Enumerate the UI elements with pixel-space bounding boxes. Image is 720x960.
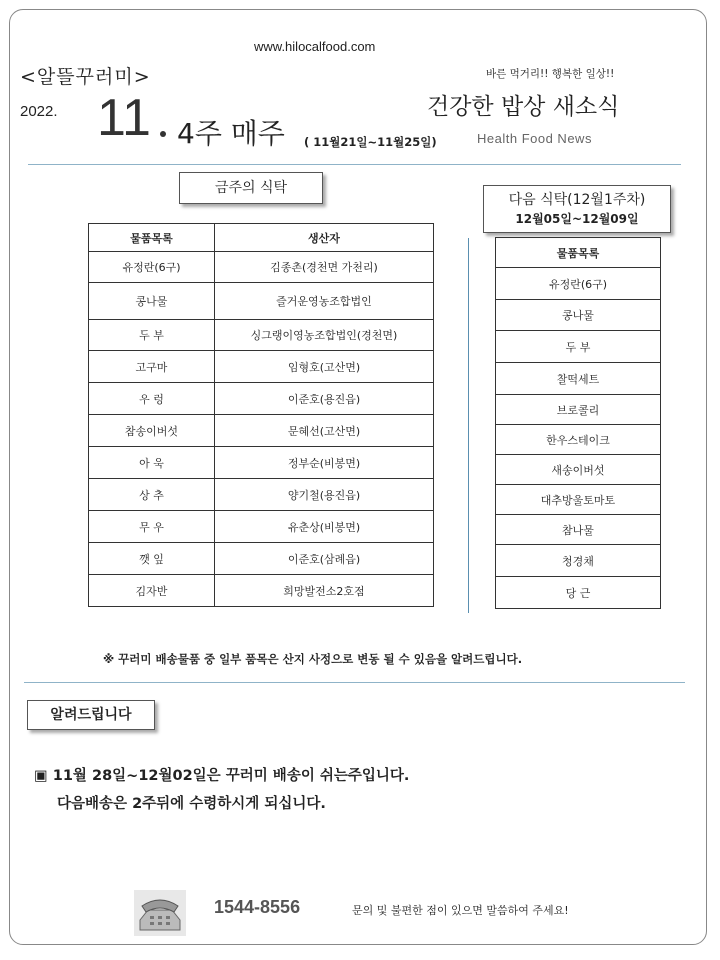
week-date-range: ( 11월21일~11월25일) (304, 135, 437, 149)
producer-cell: 유춘상(비봉면) (215, 511, 434, 543)
item-cell: 콩나물 (89, 283, 215, 320)
table-row (496, 395, 661, 425)
column-header-items: 물품목록 (89, 224, 215, 252)
producer-cell: 희망발전소2호점 (215, 575, 434, 607)
item-cell: 브로콜리 (496, 395, 661, 425)
item-cell: 새송이버섯 (496, 455, 661, 485)
item-cell: 아 욱 (89, 447, 215, 479)
item-cell: 참송이버섯 (89, 415, 215, 447)
table-row (89, 511, 434, 543)
producer-cell: 문혜선(고산면) (215, 415, 434, 447)
item-cell: 한우스테이크 (496, 425, 661, 455)
header-divider (28, 164, 681, 165)
this-week-table (88, 223, 434, 607)
producer-cell: 이준호(삼례읍) (215, 543, 434, 575)
producer-cell: 이준호(용진읍) (215, 383, 434, 415)
item-cell: 청경채 (496, 545, 661, 577)
producer-cell: 김종촌(경천면 가천리) (215, 252, 434, 283)
table-row (496, 331, 661, 363)
table-row (89, 252, 434, 283)
website-url[interactable]: www.hilocalfood.com (254, 39, 376, 54)
item-cell: 콩나물 (496, 300, 661, 331)
item-cell: 유정란(6구) (496, 268, 661, 300)
brand-title: <알뜰꾸러미> (20, 66, 151, 88)
this-week-label: 금주의 식탁 (179, 172, 323, 204)
producer-cell: 싱그랭이영농조합법인(경천면) (215, 320, 434, 351)
item-cell: 당 근 (496, 577, 661, 609)
table-row (89, 383, 434, 415)
table-row (89, 575, 434, 607)
item-cell: 김자반 (89, 575, 215, 607)
table-row (89, 320, 434, 351)
table-row (496, 268, 661, 300)
item-cell: 고구마 (89, 351, 215, 383)
producer-cell: 양기철(용진읍) (215, 479, 434, 511)
item-cell: 두 부 (89, 320, 215, 351)
column-header-items: 물품목록 (496, 238, 661, 268)
issue-month: 11 (97, 89, 151, 147)
slogan: 바른 먹거리!! 행복한 일상!! (486, 68, 615, 80)
item-cell: 무 우 (89, 511, 215, 543)
next-week-table (495, 237, 661, 609)
announcement-line-2: 다음배송은 2주뒤에 수령하시게 되십니다. (57, 796, 326, 812)
item-cell: 찰떡세트 (496, 363, 661, 395)
table-row (496, 425, 661, 455)
item-cell: 우 렁 (89, 383, 215, 415)
column-header-producer: 생산자 (215, 224, 434, 252)
item-cell: 상 추 (89, 479, 215, 511)
phone-number[interactable]: 1544-8556 (214, 897, 301, 917)
news-title: 건강한 밥상 새소식 (427, 94, 620, 120)
telephone-icon (134, 890, 186, 936)
item-cell: 두 부 (496, 331, 661, 363)
table-row (89, 543, 434, 575)
producer-cell: 정부순(비봉면) (215, 447, 434, 479)
producer-cell: 즐거운영농조합법인 (215, 283, 434, 320)
table-row (496, 363, 661, 395)
dot-separator (160, 131, 166, 137)
issue-year: 2022. (20, 103, 58, 120)
item-cell: 참나물 (496, 515, 661, 545)
change-notice: ※ 꾸러미 배송물품 중 일부 품목은 산지 사정으로 변동 될 수 있음을 알려드립니다. (103, 652, 523, 666)
next-week-label: 다음 식탁(12월1주차) (508, 192, 646, 208)
table-row (89, 283, 434, 320)
next-week-label-box (483, 185, 671, 233)
contact-message: 문의 및 불편한 점이 있으면 말씀하여 주세요! (352, 904, 569, 917)
announcement-label: 알려드립니다 (27, 700, 155, 730)
table-row (496, 300, 661, 331)
table-row (89, 447, 434, 479)
issue-week: 4주 매주 (177, 117, 285, 150)
column-divider (468, 238, 469, 613)
item-cell: 깻 잎 (89, 543, 215, 575)
table-row (89, 415, 434, 447)
table-row (89, 479, 434, 511)
news-subtitle: Health Food News (477, 131, 592, 146)
table-row (496, 455, 661, 485)
next-week-range: 12월05일~12월09일 (515, 212, 639, 226)
table-row (496, 545, 661, 577)
producer-cell: 임형호(고산면) (215, 351, 434, 383)
table-row (496, 577, 661, 609)
table-row (496, 485, 661, 515)
announcement-line-1: ▣ 11월 28일~12월02일은 꾸러미 배송이 쉬는주입니다. (34, 768, 410, 784)
item-cell: 유정란(6구) (89, 252, 215, 283)
table-row (89, 351, 434, 383)
item-cell: 대추방울토마토 (496, 485, 661, 515)
table-row (496, 515, 661, 545)
section-divider (24, 682, 685, 683)
